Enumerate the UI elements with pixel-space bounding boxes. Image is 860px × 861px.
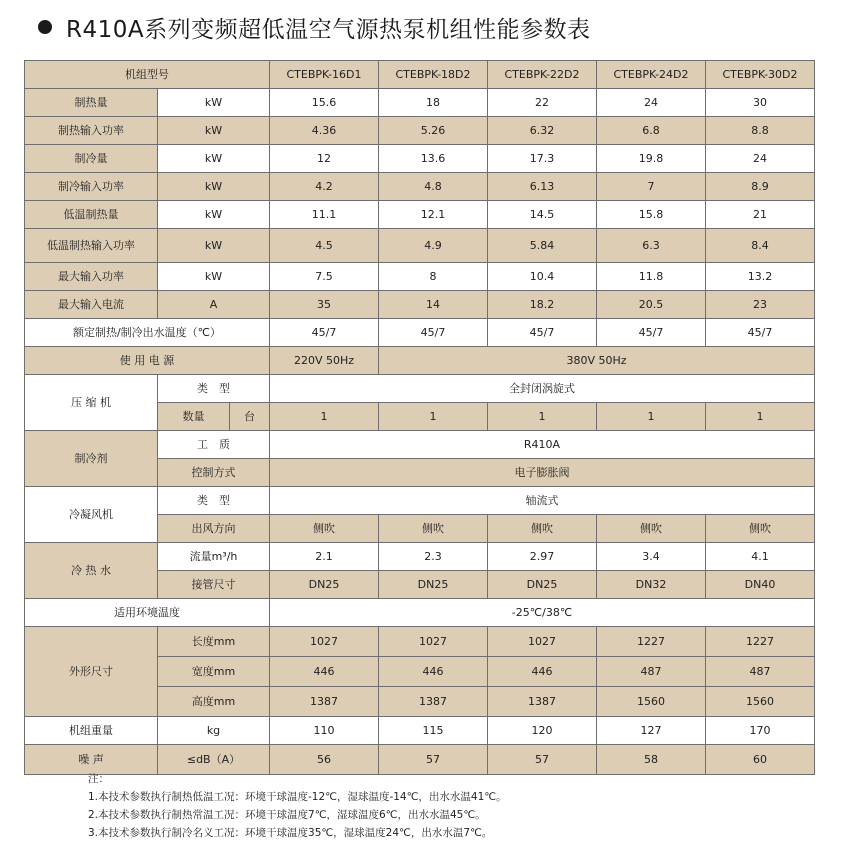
- value-cell: 1387: [270, 687, 379, 717]
- value-cell: 15.8: [597, 201, 706, 229]
- value-cell: 5.84: [488, 229, 597, 263]
- value-cell: 4.9: [379, 229, 488, 263]
- value-cell: 22: [488, 89, 597, 117]
- value-cell: 5.26: [379, 117, 488, 145]
- value-cell: 7.5: [270, 263, 379, 291]
- note-line: 2.本技术参数执行制热常温工况：环境干球温度7℃，湿球温度6℃，出水水温45℃。: [88, 809, 486, 821]
- note-line: 3.本技术参数执行制冷名义工况：环境干球温度35℃，湿球温度24℃，出水水温7℃。: [88, 827, 493, 839]
- row-label: 机组重量: [25, 717, 158, 745]
- row-label: 额定制热/制冷出水温度（℃）: [25, 319, 270, 347]
- row-label: 适用环境温度: [25, 599, 270, 627]
- group-label: 冷 热 水: [25, 543, 158, 599]
- value-cell: 58: [597, 745, 706, 775]
- row-label: 制冷量: [25, 145, 158, 173]
- value-cell: 45/7: [597, 319, 706, 347]
- sub-label: 流量m³/h: [158, 543, 270, 571]
- value-cell: 10.4: [488, 263, 597, 291]
- value-cell: 全封闭涡旋式: [270, 375, 815, 403]
- value-cell: 1: [706, 403, 815, 431]
- value-cell: 14.5: [488, 201, 597, 229]
- value-cell: 120: [488, 717, 597, 745]
- value-cell: 1027: [379, 627, 488, 657]
- value-cell: 220V 50Hz: [270, 347, 379, 375]
- value-cell: 1: [270, 403, 379, 431]
- table-row: [25, 145, 815, 173]
- value-cell: 23: [706, 291, 815, 319]
- note-line: 1.本技术参数执行制热低温工况：环境干球温度-12℃，湿球温度-14℃，出水水温41℃。: [88, 791, 507, 803]
- value-cell: 1387: [379, 687, 488, 717]
- group-label: 冷凝风机: [25, 487, 158, 543]
- value-cell: 6.13: [488, 173, 597, 201]
- unit-cell: kg: [158, 717, 270, 745]
- unit-cell: A: [158, 291, 270, 319]
- sub-label: 宽度mm: [158, 657, 270, 687]
- table-row: [25, 627, 815, 657]
- value-cell: 1: [597, 403, 706, 431]
- value-cell: 4.1: [706, 543, 815, 571]
- value-cell: 8.9: [706, 173, 815, 201]
- value-cell: 18.2: [488, 291, 597, 319]
- value-cell: 8: [379, 263, 488, 291]
- model-cell: CTEBPK-22D2: [488, 61, 597, 89]
- unit-cell: kW: [158, 89, 270, 117]
- value-cell: 12: [270, 145, 379, 173]
- value-cell: 57: [488, 745, 597, 775]
- row-label: 使 用 电 源: [25, 347, 270, 375]
- sub-label: 长度mm: [158, 627, 270, 657]
- value-cell: 446: [488, 657, 597, 687]
- sub-label: 类 型: [158, 375, 270, 403]
- value-cell: 6.32: [488, 117, 597, 145]
- value-cell: 侧吹: [597, 515, 706, 543]
- value-cell: 18: [379, 89, 488, 117]
- value-cell: 13.6: [379, 145, 488, 173]
- group-label: 压 缩 机: [25, 375, 158, 431]
- value-cell: 1227: [597, 627, 706, 657]
- value-cell: 24: [597, 89, 706, 117]
- value-cell: 487: [597, 657, 706, 687]
- footnotes: [88, 770, 507, 842]
- value-cell: 1560: [706, 687, 815, 717]
- value-cell: 1027: [270, 627, 379, 657]
- value-cell: 8.8: [706, 117, 815, 145]
- value-cell: DN40: [706, 571, 815, 599]
- value-cell: 1: [488, 403, 597, 431]
- row-label: 制热输入功率: [25, 117, 158, 145]
- value-cell: DN25: [270, 571, 379, 599]
- value-cell: 12.1: [379, 201, 488, 229]
- row-label: 最大输入电流: [25, 291, 158, 319]
- value-cell: 1: [379, 403, 488, 431]
- table-row: [25, 717, 815, 745]
- page-title: [38, 10, 591, 44]
- value-cell: 4.8: [379, 173, 488, 201]
- value-cell: 110: [270, 717, 379, 745]
- value-cell: 1227: [706, 627, 815, 657]
- value-cell: 1560: [597, 687, 706, 717]
- value-cell: 19.8: [597, 145, 706, 173]
- table-row: [25, 291, 815, 319]
- value-cell: 115: [379, 717, 488, 745]
- unit-cell: 台: [230, 403, 270, 431]
- value-cell: 45/7: [270, 319, 379, 347]
- row-label: 低温制热量: [25, 201, 158, 229]
- value-cell: DN25: [379, 571, 488, 599]
- value-cell: 446: [379, 657, 488, 687]
- value-cell: 2.1: [270, 543, 379, 571]
- sub-label: 接管尺寸: [158, 571, 270, 599]
- unit-cell: kW: [158, 201, 270, 229]
- group-label: 外形尺寸: [25, 627, 158, 717]
- value-cell: 3.4: [597, 543, 706, 571]
- value-cell: 57: [379, 745, 488, 775]
- table-row: [25, 599, 815, 627]
- value-cell: 11.1: [270, 201, 379, 229]
- sub-label: 工 质: [158, 431, 270, 459]
- value-cell: 电子膨胀阀: [270, 459, 815, 487]
- title-text: R410A系列变频超低温空气源热泵机组性能参数表: [66, 16, 591, 43]
- sub-label: 控制方式: [158, 459, 270, 487]
- value-cell: 侧吹: [270, 515, 379, 543]
- spec-table: [24, 60, 815, 775]
- sub-label: 出风方向: [158, 515, 270, 543]
- value-cell: 1027: [488, 627, 597, 657]
- value-cell: 20.5: [597, 291, 706, 319]
- table-row: [25, 89, 815, 117]
- value-cell: 15.6: [270, 89, 379, 117]
- sub-label: 数量: [158, 403, 230, 431]
- value-cell: 1387: [488, 687, 597, 717]
- row-label: 低温制热输入功率: [25, 229, 158, 263]
- value-cell: 6.3: [597, 229, 706, 263]
- table-row: [25, 173, 815, 201]
- value-cell: 380V 50Hz: [379, 347, 815, 375]
- value-cell: 2.97: [488, 543, 597, 571]
- value-cell: -25℃/38℃: [270, 599, 815, 627]
- value-cell: 127: [597, 717, 706, 745]
- bullet-dot-icon: [38, 20, 52, 34]
- value-cell: 170: [706, 717, 815, 745]
- table-row: [25, 229, 815, 263]
- value-cell: DN25: [488, 571, 597, 599]
- value-cell: 30: [706, 89, 815, 117]
- unit-cell: kW: [158, 263, 270, 291]
- group-label: 制冷剂: [25, 431, 158, 487]
- table-row: [25, 347, 815, 375]
- unit-cell: kW: [158, 117, 270, 145]
- value-cell: 35: [270, 291, 379, 319]
- value-cell: 45/7: [488, 319, 597, 347]
- row-label: 最大输入功率: [25, 263, 158, 291]
- model-cell: CTEBPK-16D1: [270, 61, 379, 89]
- value-cell: 45/7: [706, 319, 815, 347]
- value-cell: 侧吹: [488, 515, 597, 543]
- value-cell: 7: [597, 173, 706, 201]
- unit-cell: ≤dB（A）: [158, 745, 270, 775]
- value-cell: 45/7: [379, 319, 488, 347]
- value-cell: 21: [706, 201, 815, 229]
- model-cell: CTEBPK-24D2: [597, 61, 706, 89]
- table-row: [25, 201, 815, 229]
- model-header-label: 机组型号: [25, 61, 270, 89]
- model-cell: CTEBPK-18D2: [379, 61, 488, 89]
- value-cell: 4.36: [270, 117, 379, 145]
- value-cell: 17.3: [488, 145, 597, 173]
- value-cell: 轴流式: [270, 487, 815, 515]
- table-row: [25, 319, 815, 347]
- value-cell: R410A: [270, 431, 815, 459]
- unit-cell: kW: [158, 229, 270, 263]
- value-cell: 4.2: [270, 173, 379, 201]
- value-cell: 11.8: [597, 263, 706, 291]
- value-cell: 侧吹: [379, 515, 488, 543]
- row-label: 制冷输入功率: [25, 173, 158, 201]
- table-row: [25, 487, 815, 515]
- value-cell: 24: [706, 145, 815, 173]
- value-cell: 60: [706, 745, 815, 775]
- value-cell: 14: [379, 291, 488, 319]
- table-row: [25, 117, 815, 145]
- model-cell: CTEBPK-30D2: [706, 61, 815, 89]
- table-row: [25, 263, 815, 291]
- table-row: [25, 375, 815, 403]
- value-cell: 487: [706, 657, 815, 687]
- table-header-row: [25, 61, 815, 89]
- value-cell: 侧吹: [706, 515, 815, 543]
- table-row: [25, 543, 815, 571]
- note-heading: 注：: [88, 773, 109, 785]
- table-row: [25, 431, 815, 459]
- unit-cell: kW: [158, 145, 270, 173]
- value-cell: 56: [270, 745, 379, 775]
- value-cell: 446: [270, 657, 379, 687]
- value-cell: 4.5: [270, 229, 379, 263]
- sub-label: 类 型: [158, 487, 270, 515]
- row-label: 噪 声: [25, 745, 158, 775]
- sub-label: 高度mm: [158, 687, 270, 717]
- row-label: 制热量: [25, 89, 158, 117]
- value-cell: 8.4: [706, 229, 815, 263]
- unit-cell: kW: [158, 173, 270, 201]
- value-cell: 2.3: [379, 543, 488, 571]
- value-cell: 6.8: [597, 117, 706, 145]
- value-cell: 13.2: [706, 263, 815, 291]
- value-cell: DN32: [597, 571, 706, 599]
